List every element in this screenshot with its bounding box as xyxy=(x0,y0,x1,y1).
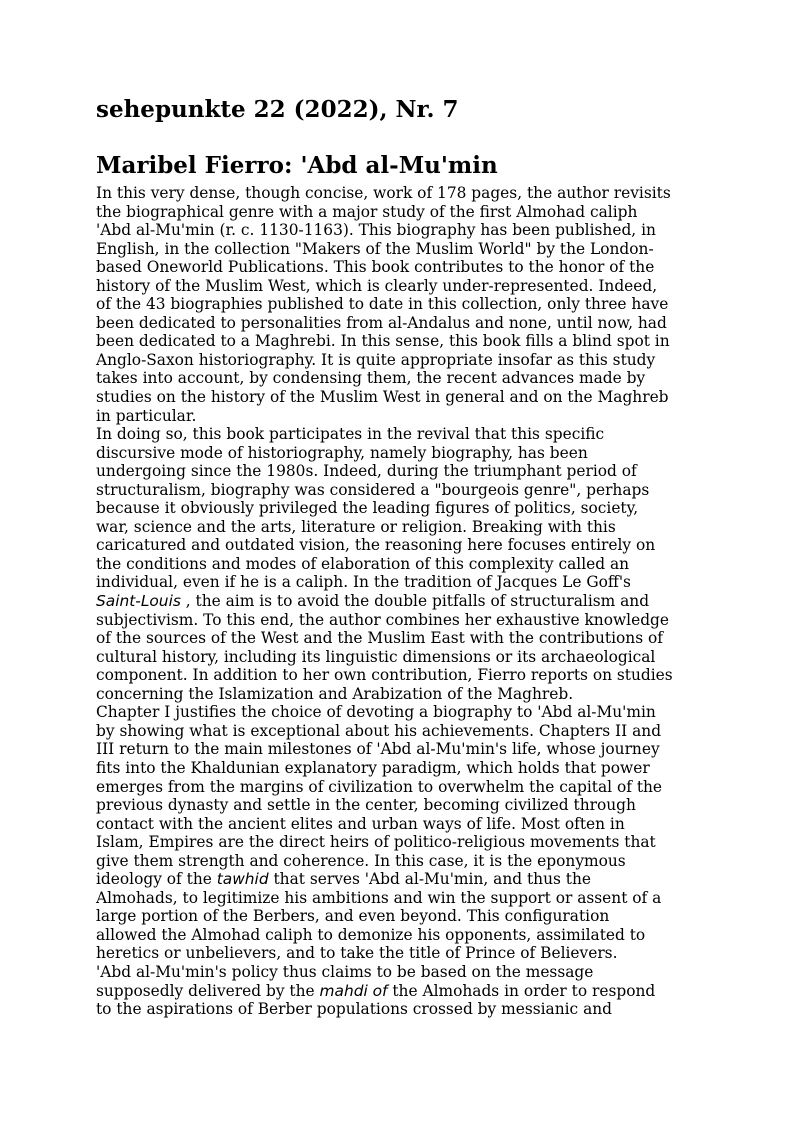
text-run: 'Abd al-Mu'min's policy thus claims to be based on the message xyxy=(96,962,594,981)
text-run: give them strength and coherence. In this case, it is the eponymous xyxy=(96,851,626,870)
body-text-line xyxy=(96,388,706,407)
body-text-line xyxy=(96,369,706,388)
body-text-line xyxy=(96,944,706,963)
body-text-line xyxy=(96,444,706,463)
body-text-line xyxy=(96,666,706,685)
body-text-line xyxy=(96,425,706,444)
body-text-line xyxy=(96,611,706,630)
text-run: takes into account, by condensing them, the recent advances made by xyxy=(96,369,646,388)
body-text-line xyxy=(96,221,706,240)
text-run: in particular. xyxy=(96,406,197,425)
body-text-line xyxy=(96,685,706,704)
journal-header: sehepunkte 22 (2022), Nr. 7 xyxy=(96,96,459,123)
body-text-line xyxy=(96,592,706,611)
body-text-line xyxy=(96,203,706,222)
body-text-line xyxy=(96,870,706,889)
text-run: by showing what is exceptional about his achievements. Chapters II and xyxy=(96,721,662,740)
text-run: based Oneworld Publications. This book contributes to the honor of the xyxy=(96,258,655,277)
body-text-line xyxy=(96,258,706,277)
body-text-line xyxy=(96,982,706,1001)
text-run: individual, even if he is a caliph. In the tradition of Jacques Le Goff's xyxy=(96,573,631,592)
document-page xyxy=(96,96,706,1019)
body-text-line xyxy=(96,722,706,741)
body-text-line xyxy=(96,481,706,500)
text-run: been dedicated to a Maghrebi. In this sense, this book fills a blind spot in xyxy=(96,332,670,351)
text-run: studies on the history of the Muslim West in general and on the Maghreb xyxy=(96,388,669,407)
body-text-line xyxy=(96,740,706,759)
text-run: been dedicated to personalities from al-Andalus and none, until now, had xyxy=(96,313,667,332)
text-run: English, in the collection "Makers of the Muslim World" by the London- xyxy=(96,239,654,258)
text-run: because it obviously privileged the leading figures of politics, society, xyxy=(96,499,639,518)
body-text-line xyxy=(96,351,706,370)
body-text-line xyxy=(96,407,706,426)
text-run: discursive mode of historiography, namely biography, has been xyxy=(96,443,588,462)
text-run: undergoing since the 1980s. Indeed, during the triumphant period of xyxy=(96,462,637,481)
text-run: caricatured and outdated vision, the reasoning here focuses entirely on xyxy=(96,536,656,555)
text-run: of the 43 biographies published to date in this collection, only three have xyxy=(96,295,669,314)
body-text-line xyxy=(96,499,706,518)
text-run: allowed the Almohad caliph to demonize his opponents, assimilated to xyxy=(96,925,646,944)
text-run: In this very dense, though concise, work of 178 pages, the author revisits xyxy=(96,184,671,202)
body-text-line xyxy=(96,332,706,351)
italic-term: Saint-Louis xyxy=(96,592,181,611)
body-text-line xyxy=(96,648,706,667)
text-run: contact with the ancient elites and urban ways of life. Most often in xyxy=(96,814,625,833)
body-text-line xyxy=(96,1000,706,1019)
body-text-line xyxy=(96,963,706,982)
review-body xyxy=(96,184,706,1019)
review-title: Maribel Fierro: 'Abd al-Mu'min xyxy=(96,152,498,179)
body-text-line xyxy=(96,573,706,592)
body-text-line xyxy=(96,518,706,537)
body-text-line xyxy=(96,889,706,908)
text-run: to the aspirations of Berber populations crossed by messianic and xyxy=(96,1000,613,1019)
body-text-line xyxy=(96,295,706,314)
text-run: that serves 'Abd al-Mu'min, and thus the xyxy=(268,870,591,889)
text-run: fits into the Khaldunian explanatory paradigm, which holds that power xyxy=(96,758,650,777)
text-run: structuralism, biography was considered a "bourgeois genre", perhaps xyxy=(96,480,650,499)
text-run: war, science and the arts, literature or religion. Breaking with this xyxy=(96,517,616,536)
body-text-line xyxy=(96,555,706,574)
body-text-line xyxy=(96,703,706,722)
text-run: heretics or unbelievers, and to take the title of Prince of Believers. xyxy=(96,944,618,963)
text-run: large portion of the Berbers, and even beyond. This configuration xyxy=(96,907,610,926)
italic-term: tawhid xyxy=(216,870,269,889)
text-run: 'Abd al-Mu'min (r. c. 1130-1163). This biography has been published, in xyxy=(96,221,656,240)
body-text-line xyxy=(96,833,706,852)
text-run: Almohads, to legitimize his ambitions and win the support or assent of a xyxy=(96,888,662,907)
body-text-line xyxy=(96,796,706,815)
body-text-line xyxy=(96,926,706,945)
text-run: history of the Muslim West, which is clearly under-represented. Indeed, xyxy=(96,276,658,295)
text-run: III return to the main milestones of 'Abd al-Mu'min's life, whose journey xyxy=(96,740,660,759)
body-text-line xyxy=(96,277,706,296)
body-text-line xyxy=(96,759,706,778)
text-run: ideology of the xyxy=(96,870,217,889)
text-run: the biographical genre with a major study of the first Almohad caliph xyxy=(96,202,638,221)
body-text-line xyxy=(96,184,706,203)
text-run: supposedly delivered by the xyxy=(96,981,320,1000)
body-text-line xyxy=(96,629,706,648)
text-run: component. In addition to her own contribution, Fierro reports on studies xyxy=(96,666,673,685)
italic-term: mahdi of xyxy=(319,981,388,1000)
text-run: the Almohads in order to respond xyxy=(387,981,656,1000)
body-text-line xyxy=(96,240,706,259)
body-text-line xyxy=(96,314,706,333)
body-text-line xyxy=(96,462,706,481)
body-text-line xyxy=(96,815,706,834)
text-run: subjectivism. To this end, the author combines her exhaustive knowledge xyxy=(96,610,669,629)
text-run: , the aim is to avoid the double pitfalls of structuralism and xyxy=(180,592,650,611)
text-run: Anglo-Saxon historiography. It is quite appropriate insofar as this study xyxy=(96,350,656,369)
text-run: concerning the Islamization and Arabization of the Maghreb. xyxy=(96,684,574,703)
text-run: the conditions and modes of elaboration of this complexity called an xyxy=(96,554,630,573)
text-run: previous dynasty and settle in the center, becoming civilized through xyxy=(96,796,636,815)
text-run: In doing so, this book participates in the revival that this specific xyxy=(96,425,605,444)
text-run: Chapter I justifies the choice of devoting a biography to 'Abd al-Mu'min xyxy=(96,703,656,722)
body-text-line xyxy=(96,778,706,797)
body-text-line xyxy=(96,852,706,871)
text-run: of the sources of the West and the Muslim East with the contributions of xyxy=(96,629,663,648)
text-run: Islam, Empires are the direct heirs of politico-religious movements that xyxy=(96,833,656,852)
body-text-line xyxy=(96,907,706,926)
text-run: emerges from the margins of civilization to overwhelm the capital of the xyxy=(96,777,663,796)
text-run: cultural history, including its linguistic dimensions or its archaeological xyxy=(96,647,656,666)
body-text-line xyxy=(96,536,706,555)
